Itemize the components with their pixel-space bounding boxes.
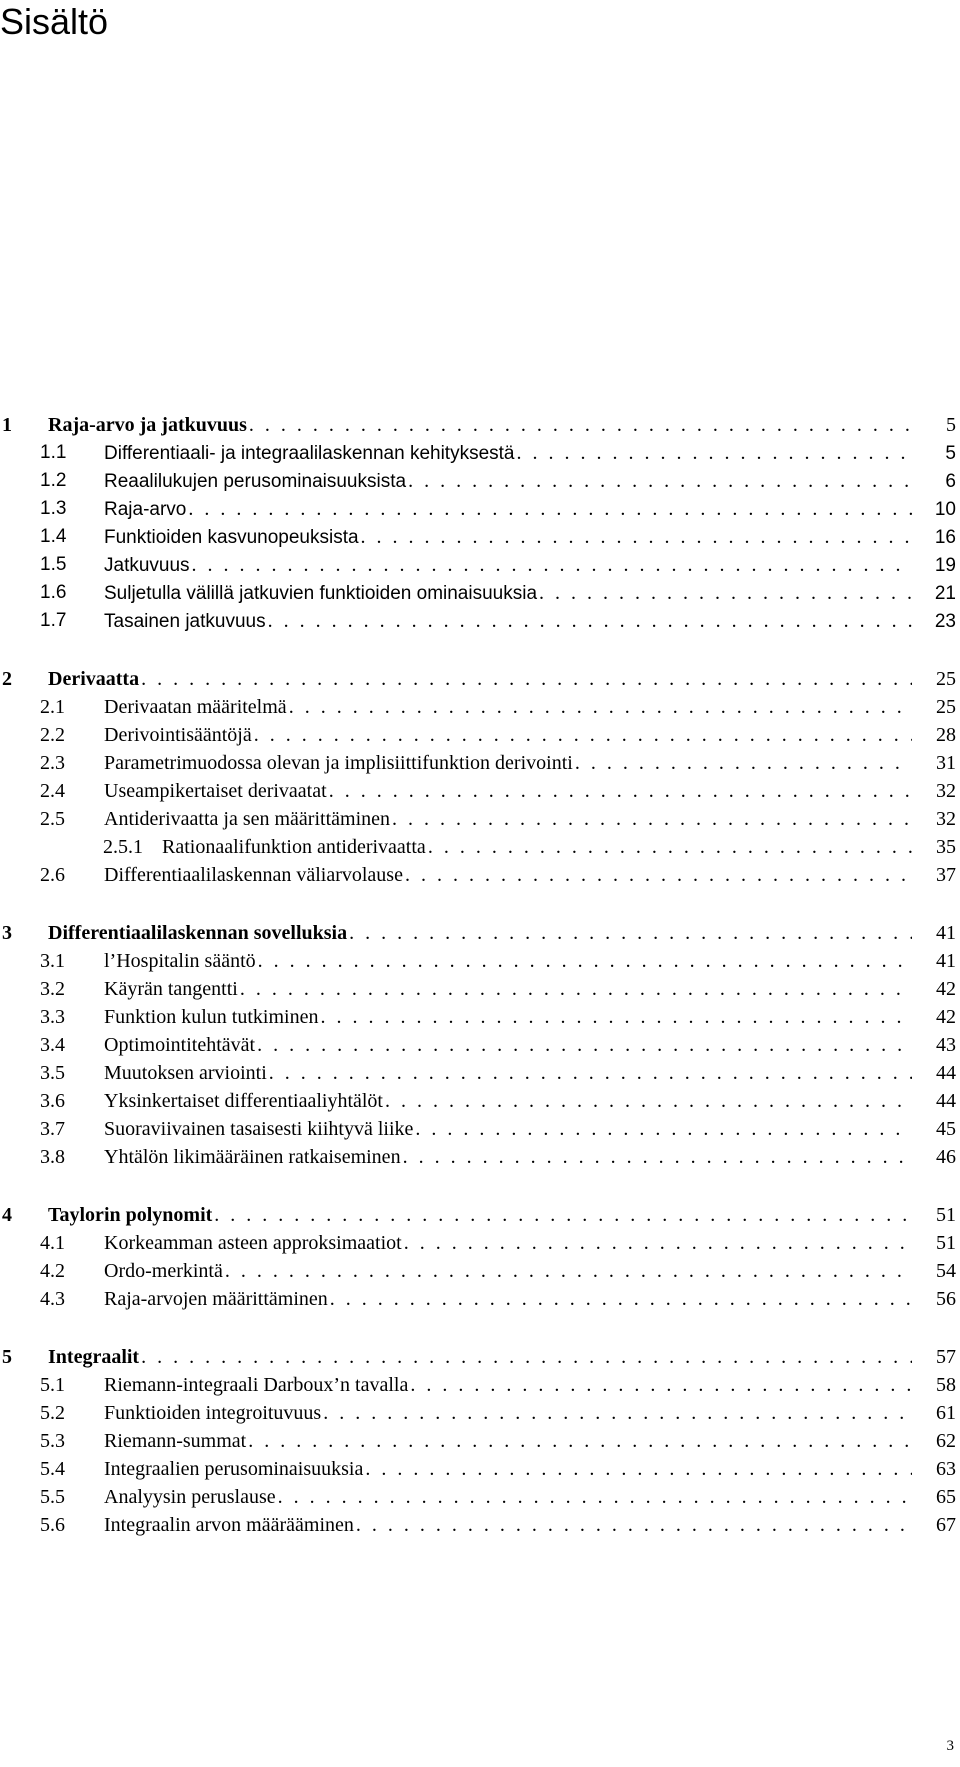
toc-entry-number: 5.2	[40, 1402, 65, 1424]
toc-entry-line	[104, 1511, 960, 1539]
toc-entry-line	[104, 1059, 960, 1087]
dot-leader	[141, 665, 912, 693]
toc-section-entry[interactable]	[0, 805, 960, 833]
toc-entry-line	[162, 833, 960, 861]
toc-section-entry[interactable]	[0, 1371, 960, 1399]
toc-section-entry[interactable]	[0, 1257, 960, 1285]
dot-leader	[278, 1483, 912, 1511]
toc-entry-line	[104, 975, 960, 1003]
toc-entry-number: 3.4	[40, 1034, 65, 1056]
toc-entry-number: 3.8	[40, 1146, 65, 1168]
toc-entry-page: 28	[936, 724, 956, 746]
toc-entry-title[interactable]: Raja-arvo ja jatkuvuus	[48, 414, 247, 436]
dot-leader	[517, 439, 913, 467]
toc-entry-title[interactable]: Suljetulla välillä jatkuvien funktioiden ominaisuuksia	[104, 583, 538, 604]
toc-entry-line	[48, 1201, 960, 1229]
toc-entry-page: 25	[936, 696, 956, 718]
page-title: Sisältö	[0, 1, 109, 42]
dot-leader	[385, 1087, 912, 1115]
dot-leader	[214, 1201, 912, 1229]
toc-entry-page: 44	[936, 1062, 956, 1084]
toc-section-entry[interactable]	[0, 1059, 960, 1087]
toc-entry-page: 23	[934, 611, 956, 632]
toc-entry-line	[104, 1257, 960, 1285]
toc-section-entry[interactable]	[0, 1031, 960, 1059]
toc-entry-title[interactable]: Antiderivaatta ja sen määrittäminen	[104, 808, 390, 830]
toc-entry-number: 3.5	[40, 1062, 65, 1084]
toc-entry-title[interactable]: Funktioiden kasvunopeuksista	[104, 527, 359, 548]
dot-leader	[539, 579, 912, 607]
toc-entry-number: 2.5	[40, 808, 65, 830]
dot-leader	[361, 523, 912, 551]
toc-entry-number: 3.1	[40, 950, 65, 972]
toc-entry-page: 21	[934, 583, 956, 604]
toc-entry-line	[104, 495, 960, 524]
toc-entry-line	[104, 721, 960, 749]
toc-entry-page: 41	[936, 922, 956, 944]
toc-entry-line	[104, 693, 960, 721]
toc-entry-number: 4.2	[40, 1260, 65, 1282]
toc-entry-number: 4.3	[40, 1288, 65, 1310]
toc-entry-number: 1.6	[40, 582, 67, 603]
toc-section-entry[interactable]	[0, 721, 960, 749]
toc-entry-title[interactable]: Funktion kulun tutkiminen	[104, 1006, 319, 1028]
dot-leader	[392, 805, 912, 833]
toc-entry-page: 25	[936, 668, 956, 690]
toc-entry-line	[104, 1483, 960, 1511]
toc-entry-page: 42	[936, 978, 956, 1000]
toc-entry-title[interactable]: Integraalit	[48, 1346, 140, 1368]
toc-entry-line	[104, 439, 960, 468]
toc-entry-title[interactable]: Derivaatan määritelmä	[104, 696, 287, 718]
toc-entry-page: 37	[936, 864, 956, 886]
toc-entry-line	[104, 1115, 960, 1143]
toc-chapter	[0, 665, 960, 889]
toc-entry-number: 3.7	[40, 1118, 65, 1140]
dot-leader	[257, 1031, 912, 1059]
toc-entry-page: 32	[936, 780, 956, 802]
dot-leader	[269, 1059, 912, 1087]
toc-chapter-entry[interactable]	[0, 919, 960, 947]
toc-entry-line	[104, 523, 960, 552]
toc-entry-number: 3.6	[40, 1090, 65, 1112]
toc-entry-line	[104, 777, 960, 805]
toc-entry-line	[104, 805, 960, 833]
dot-leader	[258, 947, 912, 975]
toc-entry-page: 65	[936, 1486, 956, 1508]
toc-entry-page: 19	[934, 555, 956, 576]
toc-entry-number: 5.1	[40, 1374, 65, 1396]
dot-leader	[225, 1257, 912, 1285]
dot-leader	[329, 777, 912, 805]
dot-leader	[248, 1427, 912, 1455]
dot-leader	[410, 1371, 912, 1399]
toc-section-entry[interactable]	[0, 523, 960, 551]
toc-entry-line	[104, 607, 960, 636]
toc-chapter	[0, 1343, 960, 1539]
toc-section-entry[interactable]	[0, 947, 960, 975]
toc-section-entry[interactable]	[0, 693, 960, 721]
toc-entry-number: 2.2	[40, 724, 65, 746]
toc-entry-title[interactable]: Useampikertaiset derivaatat	[104, 780, 327, 802]
toc-section-entry[interactable]	[0, 551, 960, 579]
toc-entry-page: 46	[936, 1146, 956, 1168]
toc-entry-page: 45	[936, 1118, 956, 1140]
dot-leader	[403, 1143, 912, 1171]
dot-leader	[408, 467, 912, 495]
dot-leader	[289, 693, 912, 721]
dot-leader	[428, 833, 912, 861]
toc-section-entry[interactable]	[0, 1399, 960, 1427]
toc-entry-number: 3	[2, 922, 12, 944]
toc-section-entry[interactable]	[0, 777, 960, 805]
toc-entry-title[interactable]: Derivaatta	[48, 668, 140, 690]
dot-leader	[575, 749, 912, 777]
toc-entry-line	[104, 1371, 960, 1399]
dot-leader	[188, 495, 912, 523]
toc-entry-line	[104, 1087, 960, 1115]
toc-entry-number: 1.4	[40, 526, 67, 547]
toc-entry-title[interactable]: Raja-arvo	[104, 499, 187, 520]
toc-entry-line	[104, 579, 960, 608]
toc-entry-title[interactable]: Tasainen jatkuvuus	[104, 611, 266, 632]
toc-entry-title[interactable]: Muutoksen arviointi	[104, 1062, 267, 1084]
toc-entry-title[interactable]: Taylorin polynomit	[48, 1204, 213, 1226]
dot-leader	[356, 1511, 912, 1539]
toc-entry-title[interactable]: Riemann-integraali Darboux’n tavalla	[104, 1374, 409, 1396]
toc-entry-page: 54	[936, 1260, 956, 1282]
toc-entry-number: 1.1	[40, 442, 67, 463]
toc-entry-number: 1.7	[40, 610, 67, 631]
toc-entry-title[interactable]: Optimointitehtävät	[104, 1034, 256, 1056]
toc-entry-title[interactable]: Differentiaalilaskennan väliarvolause	[104, 864, 403, 886]
toc-section-entry[interactable]	[0, 1003, 960, 1031]
toc-entry-line	[104, 861, 960, 889]
toc-entry-page: 6	[945, 471, 956, 492]
toc-section-entry[interactable]	[0, 495, 960, 523]
dot-leader	[240, 975, 912, 1003]
table-of-contents	[0, 411, 960, 1569]
dot-leader	[254, 721, 912, 749]
toc-entry-number: 2.3	[40, 752, 65, 774]
toc-entry-page: 58	[936, 1374, 956, 1396]
toc-entry-line	[104, 1427, 960, 1455]
dot-leader	[415, 1115, 912, 1143]
toc-entry-number: 2.4	[40, 780, 65, 802]
toc-entry-title[interactable]: Integraalin arvon määrääminen	[104, 1514, 354, 1536]
toc-chapter-entry[interactable]	[0, 665, 960, 693]
toc-entry-number: 5.4	[40, 1458, 65, 1480]
toc-entry-line	[104, 1003, 960, 1031]
toc-section-entry[interactable]	[0, 1087, 960, 1115]
toc-entry-line	[104, 749, 960, 777]
toc-entry-line	[104, 1229, 960, 1257]
toc-entry-page: 5	[946, 414, 956, 436]
toc-section-entry[interactable]	[0, 1229, 960, 1257]
toc-section-entry[interactable]	[0, 1455, 960, 1483]
toc-entry-title[interactable]: Parametrimuodossa olevan ja implisiittifunktion derivointi	[104, 752, 573, 774]
toc-entry-page: 5	[945, 443, 956, 464]
toc-chapter-entry[interactable]	[0, 411, 960, 439]
toc-subsection-entry[interactable]	[0, 833, 960, 861]
toc-entry-number: 5	[2, 1346, 12, 1368]
toc-entry-title[interactable]: Differentiaali- ja integraalilaskennan kehityksestä	[104, 443, 515, 464]
toc-entry-page: 51	[936, 1204, 956, 1226]
toc-entry-title[interactable]: Reaalilukujen perusominaisuuksista	[104, 471, 407, 492]
toc-entry-title[interactable]: Suoraviivainen tasaisesti kiihtyvä liike	[104, 1118, 414, 1140]
toc-entry-number: 5.6	[40, 1514, 65, 1536]
toc-chapter	[0, 411, 960, 635]
toc-entry-page: 16	[934, 527, 956, 548]
toc-entry-page: 56	[936, 1288, 956, 1310]
dot-leader	[405, 861, 912, 889]
toc-entry-line	[104, 1031, 960, 1059]
toc-entry-title[interactable]: Korkeamman asteen approksimaatiot	[104, 1232, 402, 1254]
dot-leader	[349, 919, 912, 947]
toc-entry-page: 62	[936, 1430, 956, 1452]
page-number: 3	[946, 1738, 954, 1754]
toc-entry-line	[104, 1143, 960, 1171]
toc-entry-title[interactable]: Analyysin peruslause	[104, 1486, 276, 1508]
toc-entry-number: 4.1	[40, 1232, 65, 1254]
toc-entry-title[interactable]: Ordo-merkintä	[104, 1260, 223, 1282]
toc-entry-number: 4	[2, 1204, 12, 1226]
dot-leader	[249, 411, 912, 439]
toc-entry-number: 2.5.1	[103, 836, 143, 858]
toc-entry-number: 1.2	[40, 470, 67, 491]
toc-entry-number: 1	[2, 414, 12, 436]
toc-entry-line	[48, 665, 960, 693]
toc-entry-number: 1.5	[40, 554, 67, 575]
toc-section-entry[interactable]	[0, 1285, 960, 1313]
toc-entry-page: 35	[936, 836, 956, 858]
dot-leader	[320, 1003, 912, 1031]
toc-entry-page: 67	[936, 1514, 956, 1536]
toc-entry-page: 57	[936, 1346, 956, 1368]
toc-entry-number: 3.3	[40, 1006, 65, 1028]
toc-entry-title[interactable]: Jatkuvuus	[104, 555, 190, 576]
toc-section-entry[interactable]	[0, 1143, 960, 1171]
toc-section-entry[interactable]	[0, 1511, 960, 1539]
toc-section-entry[interactable]	[0, 975, 960, 1003]
toc-entry-number: 2	[2, 668, 12, 690]
toc-entry-title[interactable]: Riemann-summat	[104, 1430, 247, 1452]
toc-entry-title[interactable]: Käyrän tangentti	[104, 978, 238, 1000]
toc-section-entry[interactable]	[0, 439, 960, 467]
toc-section-entry[interactable]	[0, 1483, 960, 1511]
toc-entry-number: 1.3	[40, 498, 67, 519]
toc-entry-title[interactable]: Yksinkertaiset differentiaaliyhtälöt	[104, 1090, 383, 1112]
toc-chapter-entry[interactable]	[0, 1201, 960, 1229]
toc-entry-line	[48, 919, 960, 947]
toc-entry-line	[104, 1285, 960, 1313]
toc-section-entry[interactable]	[0, 1427, 960, 1455]
toc-entry-number: 3.2	[40, 978, 65, 1000]
toc-section-entry[interactable]	[0, 607, 960, 635]
toc-entry-page: 43	[936, 1034, 956, 1056]
toc-entry-number: 2.6	[40, 864, 65, 886]
dot-leader	[141, 1343, 912, 1371]
toc-entry-line	[104, 947, 960, 975]
toc-entry-page: 63	[936, 1458, 956, 1480]
toc-entry-title[interactable]: Differentiaalilaskennan sovelluksia	[48, 922, 348, 944]
toc-entry-page: 61	[936, 1402, 956, 1424]
toc-entry-title[interactable]: Raja-arvojen määrittäminen	[104, 1288, 328, 1310]
toc-chapter	[0, 1201, 960, 1313]
toc-chapter	[0, 919, 960, 1171]
toc-entry-line	[48, 1343, 960, 1371]
toc-entry-title[interactable]: Funktioiden integroituvuus	[104, 1402, 322, 1424]
dot-leader	[330, 1285, 912, 1313]
toc-entry-line	[104, 1399, 960, 1427]
toc-section-entry[interactable]	[0, 1115, 960, 1143]
toc-entry-number: 2.1	[40, 696, 65, 718]
toc-section-entry[interactable]	[0, 579, 960, 607]
toc-entry-title[interactable]: Derivointisääntöjä	[104, 724, 252, 746]
toc-chapter-entry[interactable]	[0, 1343, 960, 1371]
toc-entry-page: 10	[934, 499, 956, 520]
toc-entry-page: 42	[936, 1006, 956, 1028]
toc-section-entry[interactable]	[0, 749, 960, 777]
toc-entry-line	[104, 551, 960, 580]
toc-entry-line	[48, 411, 960, 439]
toc-entry-title[interactable]: Rationaalifunktion antiderivaatta	[162, 836, 426, 858]
toc-entry-page: 51	[936, 1232, 956, 1254]
toc-entry-number: 5.3	[40, 1430, 65, 1452]
dot-leader	[404, 1229, 912, 1257]
dot-leader	[268, 607, 912, 635]
toc-entry-title[interactable]: Integraalien perusominaisuuksia	[104, 1458, 364, 1480]
toc-entry-title[interactable]: Yhtälön likimääräinen ratkaiseminen	[104, 1146, 401, 1168]
toc-entry-page: 41	[936, 950, 956, 972]
toc-entry-page: 32	[936, 808, 956, 830]
dot-leader	[192, 551, 912, 579]
toc-entry-page: 31	[936, 752, 956, 774]
dot-leader	[365, 1455, 912, 1483]
toc-entry-page: 44	[936, 1090, 956, 1112]
toc-entry-title[interactable]: l’Hospitalin sääntö	[104, 950, 256, 972]
toc-section-entry[interactable]	[0, 467, 960, 495]
dot-leader	[323, 1399, 912, 1427]
toc-entry-number: 5.5	[40, 1486, 65, 1508]
toc-section-entry[interactable]	[0, 861, 960, 889]
toc-entry-line	[104, 1455, 960, 1483]
toc-entry-line	[104, 467, 960, 496]
